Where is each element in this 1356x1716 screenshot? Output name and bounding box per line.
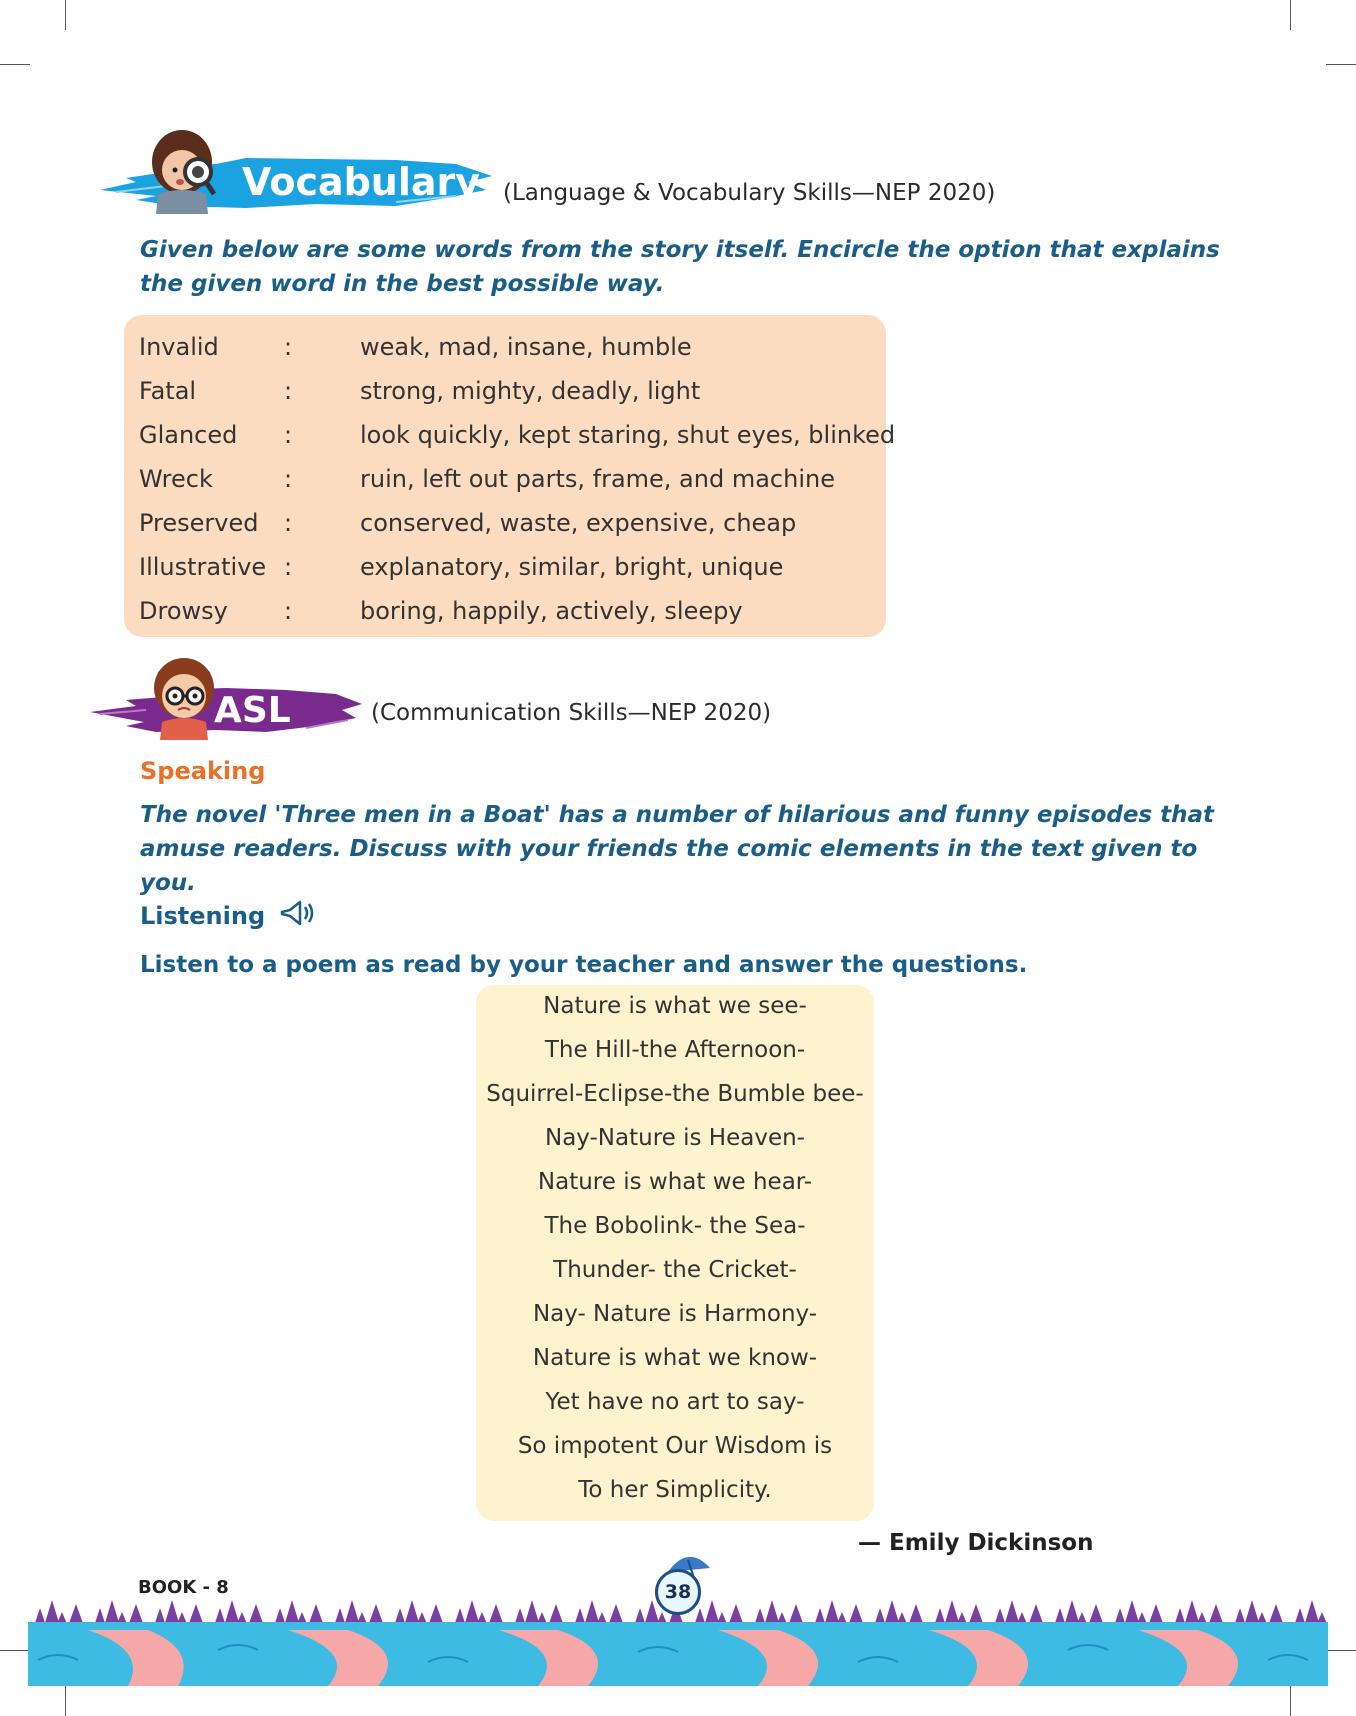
crop-mark bbox=[1290, 1686, 1291, 1716]
poem-line: Nay-Nature is Heaven- bbox=[545, 1125, 805, 1151]
vocab-word[interactable]: Illustrative bbox=[139, 553, 267, 581]
poem-line: Yet have no art to say- bbox=[545, 1389, 805, 1415]
vocab-word[interactable]: Preserved bbox=[139, 509, 259, 537]
vocab-options[interactable]: ruin, left out parts, frame, and machine bbox=[360, 465, 835, 493]
poem-author: — Emily Dickinson bbox=[858, 1530, 1094, 1556]
vocab-separator: : bbox=[284, 465, 293, 493]
vocab-separator: : bbox=[284, 553, 293, 581]
crop-mark bbox=[65, 0, 66, 30]
poem-line: Nature is what we hear- bbox=[537, 1169, 813, 1195]
vocab-row bbox=[124, 333, 886, 373]
listening-heading bbox=[140, 898, 318, 930]
vocab-options[interactable]: look quickly, kept staring, shut eyes, blinked bbox=[360, 421, 896, 449]
book-label: BOOK - 8 bbox=[138, 1577, 229, 1598]
listening-instruction: Listen to a poem as read by your teacher and answer the questions. bbox=[140, 952, 1028, 978]
crop-mark bbox=[65, 1686, 66, 1716]
poem-line: Thunder- the Cricket- bbox=[553, 1257, 797, 1283]
vocab-word[interactable]: Drowsy bbox=[139, 597, 228, 625]
vocab-options[interactable]: boring, happily, actively, sleepy bbox=[360, 597, 743, 625]
crop-mark bbox=[1326, 64, 1356, 65]
crop-mark bbox=[0, 64, 30, 65]
poem-line: Nature is what we know- bbox=[532, 1345, 818, 1371]
crop-mark bbox=[1290, 0, 1291, 30]
vocab-options[interactable]: explanatory, similar, bright, unique bbox=[360, 553, 784, 581]
listening-label: Listening bbox=[140, 902, 266, 930]
vocab-options[interactable]: strong, mighty, deadly, light bbox=[360, 377, 701, 405]
vocab-word[interactable]: Glanced bbox=[139, 421, 238, 449]
vocab-options[interactable]: weak, mad, insane, humble bbox=[360, 333, 692, 361]
speaking-heading: Speaking bbox=[140, 757, 266, 785]
vocab-row bbox=[124, 597, 886, 637]
vocab-word[interactable]: Wreck bbox=[139, 465, 213, 493]
poem-box bbox=[476, 985, 874, 1521]
poem-line: The Bobolink- the Sea- bbox=[544, 1213, 806, 1239]
vocab-options[interactable]: conserved, waste, expensive, cheap bbox=[360, 509, 797, 537]
vocab-separator: : bbox=[284, 377, 293, 405]
vocab-separator: : bbox=[284, 597, 293, 625]
poem-line: To her Simplicity. bbox=[578, 1477, 772, 1503]
vocab-separator: : bbox=[284, 421, 293, 449]
vocab-row bbox=[124, 509, 886, 549]
girl-magnifier-icon bbox=[142, 124, 238, 214]
vocabulary-title: Vocabulary bbox=[242, 160, 481, 204]
asl-banner bbox=[86, 650, 366, 750]
vocabulary-banner bbox=[96, 120, 496, 220]
vocab-word[interactable]: Invalid bbox=[139, 333, 219, 361]
vocab-word[interactable]: Fatal bbox=[139, 377, 197, 405]
crop-mark bbox=[0, 1650, 30, 1651]
poem-line: The Hill-the Afternoon- bbox=[544, 1037, 806, 1063]
vocab-row bbox=[124, 421, 896, 461]
vocabulary-instruction: Given below are some words from the story itself. Encircle the option that explains the given word in the best possible way. bbox=[140, 237, 1220, 297]
vocab-row bbox=[124, 377, 886, 417]
asl-subtitle: (Communication Skills—NEP 2020) bbox=[371, 700, 772, 726]
vocabulary-list bbox=[124, 315, 896, 637]
asl-title: ASL bbox=[214, 690, 291, 731]
vocab-separator: : bbox=[284, 509, 293, 537]
poem-line: Nature is what we see- bbox=[543, 993, 807, 1019]
vocab-separator: : bbox=[284, 333, 293, 361]
page-number: 38 bbox=[655, 1569, 701, 1615]
vocab-row bbox=[124, 465, 886, 505]
vocab-row bbox=[124, 553, 886, 593]
speaking-instruction: The novel 'Three men in a Boat' has a number of hilarious and funny episodes that amuse readers. Discuss with your friends the comic elements in the text given to you. bbox=[140, 802, 1215, 896]
poem-line: Squirrel-Eclipse-the Bumble bee- bbox=[486, 1081, 864, 1107]
speaker-icon bbox=[278, 898, 318, 928]
crop-mark bbox=[1326, 1650, 1356, 1651]
vocabulary-subtitle: (Language & Vocabulary Skills—NEP 2020) bbox=[503, 180, 996, 206]
poem-line: So impotent Our Wisdom is bbox=[517, 1433, 833, 1459]
poem-line: Nay- Nature is Harmony- bbox=[532, 1301, 818, 1327]
